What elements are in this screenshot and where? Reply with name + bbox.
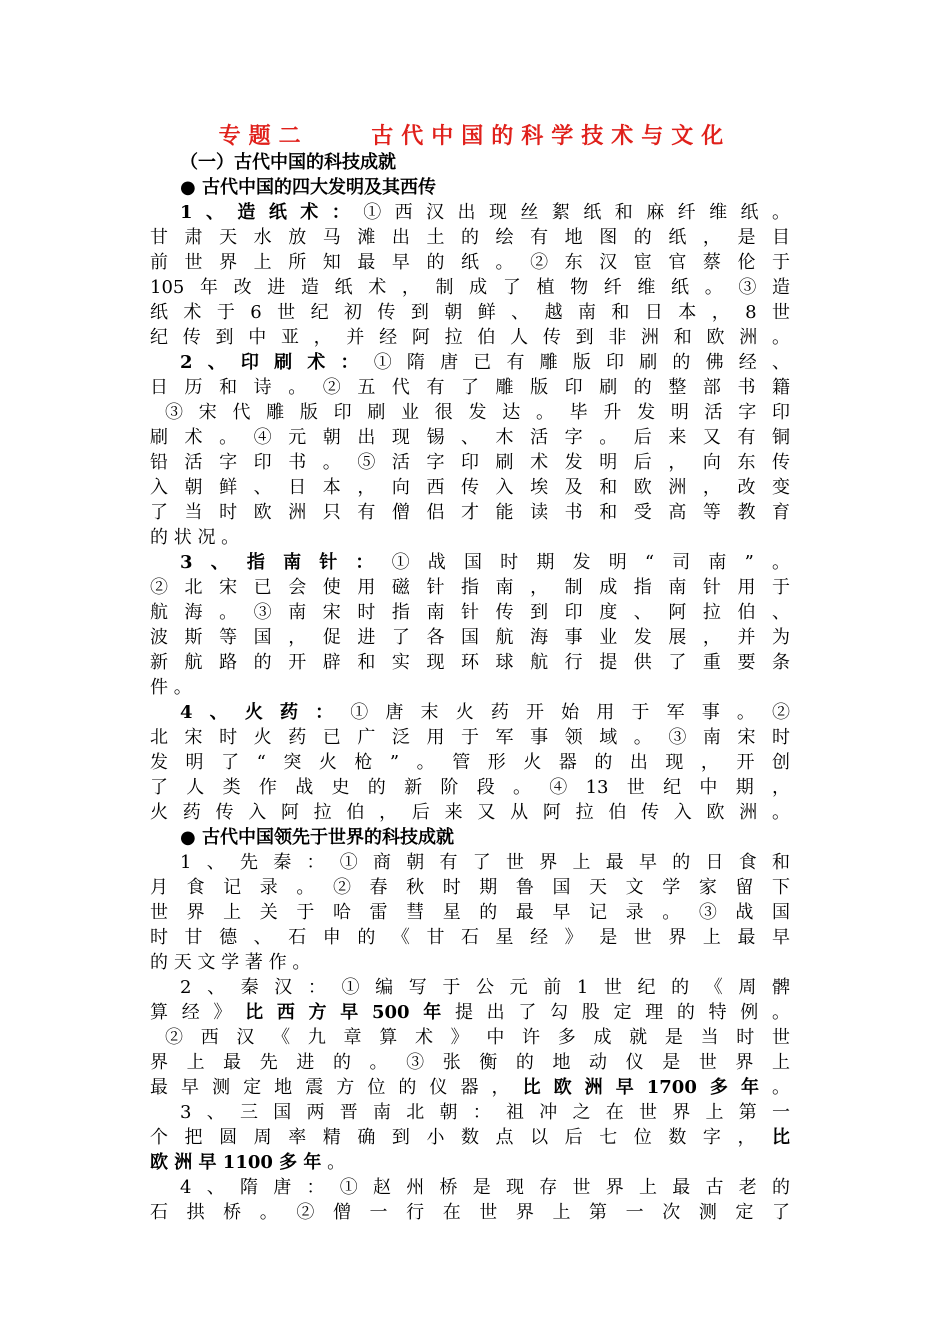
text-span: 甘肃天水放马滩出土的绘有地图的纸，是目 [150,227,790,248]
text-span: 纸术于6世纪初传到朝鲜、越南和日本，8世 [150,302,790,323]
text-line [150,575,790,600]
bold-text: 比欧洲早1700多年 [522,1077,772,1098]
text-span: 最早测定地震方位的仪器， [150,1077,523,1098]
text-span: 日历和诗。②五代有了雕版印刷的整部书籍 [150,377,790,398]
text-span: 个把圆周率精确到小数点以后七位数字， [150,1127,772,1148]
bold-text: 1、造纸术： [180,202,364,223]
text-line [150,800,790,825]
bold-text: 2、印刷术： [180,352,374,373]
text-line [150,1150,790,1175]
text-line [150,750,790,775]
text-line [150,475,790,500]
text-line [150,1200,790,1225]
text-line [150,1075,790,1100]
text-span: 界上最先进的。③张衡的地动仪是世界上 [150,1052,790,1073]
text-span: 世界上关于哈雷彗星的最早记录。③战国 [150,902,790,923]
text-span: ①隋唐已有雕版印刷的佛经、 [373,352,790,373]
text-line [150,275,790,300]
text-line [165,400,790,425]
text-line [150,500,790,525]
bold-text: （一）古代中国的科技成就 [180,152,396,173]
text-line [150,325,790,350]
text-span: 铅活字印书。⑤活字印刷术发明后，向东传 [150,452,790,473]
text-line [150,625,790,650]
text-line [180,1175,790,1200]
text-line [150,775,790,800]
text-line [180,850,790,875]
text-span: 发明了“突火枪”。管形火器的出现，开创 [150,752,790,773]
text-span: 前世界上所知最早的纸。②东汉宦官蔡伦于 [150,252,790,273]
text-span: 月食记录。②春秋时期鲁国天文学家留下 [150,877,790,898]
text-line [150,925,790,950]
text-span: 石拱桥。②僧一行在世界上第一次测定了 [150,1202,790,1223]
text-span: ①唐末火药开始用于军事。② [350,702,791,723]
text-line [150,1000,790,1025]
text-span: 刷术。④元朝出现锡、木活字。后来又有铜 [150,427,790,448]
text-line [150,300,790,325]
text-line [180,700,790,725]
text-span: 。 [772,1077,790,1098]
text-span: 的 状 况 。 [150,527,240,548]
text-span: 105年改进造纸术，制成了植物纤维纸。③造 [150,277,790,298]
text-line [150,250,790,275]
text-span: ①西汉出现丝絮纸和麻纤维纸。 [363,202,790,223]
bold-text: 欧 洲 早 1100 多 年 [150,1152,322,1173]
text-span: 提出了勾股定理的特例。 [454,1002,791,1023]
text-span: 的 天 文 学 著 作 。 [150,952,311,973]
text-span: 4、隋唐：①赵州桥是现存世界上最古老的 [180,1177,790,1198]
text-span: ②西汉《九章算术》中许多成就是当时世 [165,1027,790,1048]
bold-text: ● 古代中国领先于世界的科技成就 [180,827,454,848]
text-line [180,350,790,375]
text-line [180,1100,790,1125]
text-span: ①战国时期发明“司南”。 [391,552,790,573]
text-line [150,450,790,475]
bold-text: 比西方早500年 [245,1002,455,1023]
text-span: 时甘德、石申的《甘石星经》是世界上最早 [150,927,790,948]
text-line [150,650,790,675]
text-span: 火药传入阿拉伯，后来又从阿拉伯传入欧洲。 [150,802,790,823]
bold-text: 比 [772,1127,790,1148]
text-span: 3、三国两晋南北朝：祖冲之在世界上第一 [180,1102,790,1123]
text-span: 了人类作战史的新阶段。④13世纪中期， [150,777,790,798]
text-span: 北宋时火药已广泛用于军事领域。③南宋时 [150,727,790,748]
text-span: 算经》 [150,1002,246,1023]
text-line [150,600,790,625]
text-line [165,1025,790,1050]
text-line [150,1125,790,1150]
text-span: ②北宋已会使用磁针指南，制成指南针用于 [150,577,790,598]
bold-text: ● 古代中国的四大发明及其西传 [180,177,436,198]
text-line [150,875,790,900]
text-line [150,675,790,700]
text-span: 。 [321,1152,346,1173]
text-line [180,175,790,200]
text-span: 新航路的开辟和实现环球航行提供了重要条 [150,652,790,673]
text-span: 1、先秦：①商朝有了世界上最早的日食和 [180,852,790,873]
text-span: 纪传到中亚，并经阿拉伯人传到非洲和欧洲。 [150,327,790,348]
text-span: ③宋代雕版印刷业很发达。毕升发明活字印 [165,402,790,423]
text-span: 航海。③南宋时指南针传到印度、阿拉伯、 [150,602,790,623]
text-line [180,150,790,175]
bold-text: 3、指南针： [180,552,392,573]
text-span: 件 。 [150,677,192,698]
text-span: 入朝鲜、日本，向西传入埃及和欧洲，改变 [150,477,790,498]
text-line [150,725,790,750]
text-line [180,550,790,575]
text-span: 波斯等国，促进了各国航海事业发展，并为 [150,627,790,648]
text-line [180,975,790,1000]
text-line [180,200,790,225]
text-span: 了当时欧洲只有僧侣才能读书和受高等教育 [150,502,790,523]
text-line [150,1050,790,1075]
text-line [150,950,790,975]
bold-text: 4、火药： [180,702,351,723]
text-line [150,225,790,250]
text-span: 2、秦汉：①编写于公元前1世纪的《周髀 [180,977,790,998]
text-line [150,425,790,450]
text-line [150,375,790,400]
text-line [150,900,790,925]
text-line [150,525,790,550]
page-title: 专题二 古代中国的科学技术与文化 [218,123,732,149]
text-line [180,825,790,850]
